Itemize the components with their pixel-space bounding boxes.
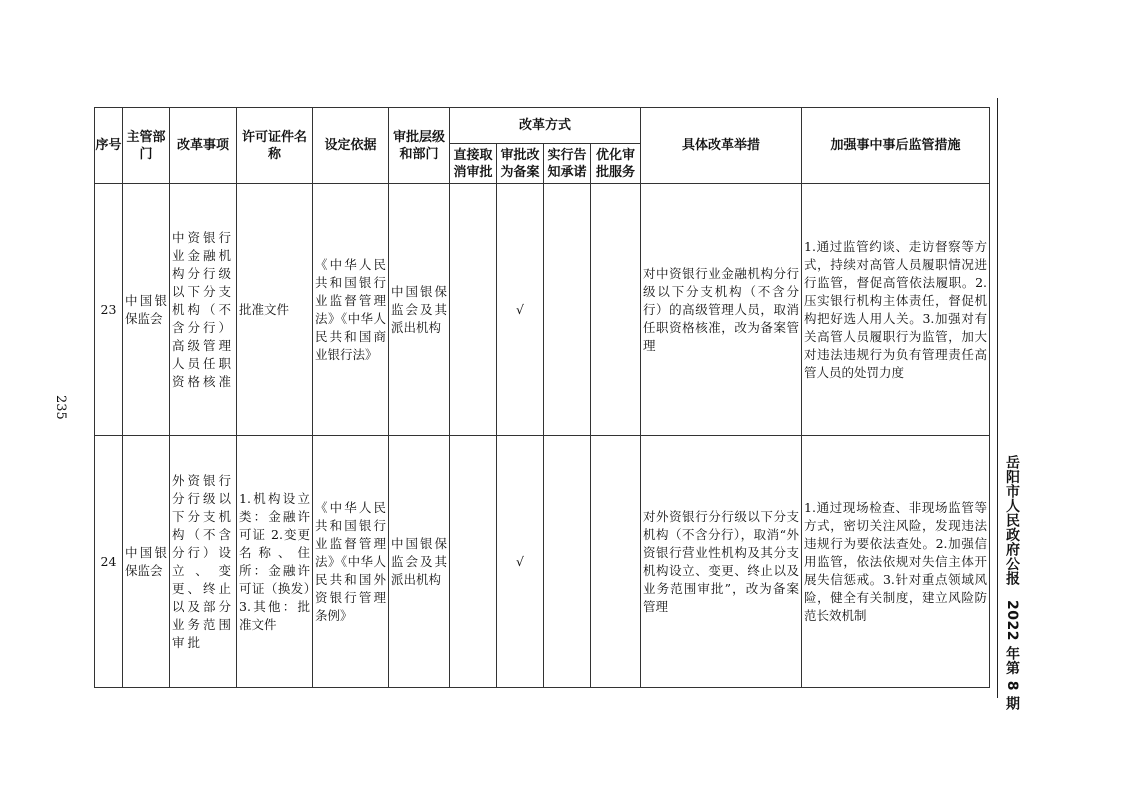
cell-mode-notice (544, 436, 591, 688)
cell-dept: 中国银保监会 (123, 436, 170, 688)
cell-measures: 对外资银行分行级以下分支机构（不含分行），取消“外资银行营业性机构及其分支机构设立、变更、终止以及业务范围审批”，改为备案管理 (641, 436, 802, 688)
header-measures: 具体改革举措 (641, 108, 802, 184)
cell-supervision: 1.通过现场检查、非现场监管等方式，密切关注风险，发现违法违规行为要依法查处。2.加强信用监管，依法依规对失信主体开展失信惩戒。3.针对重点领域风险，健全有关制度，建立风险防范长效机制 (802, 436, 990, 688)
cell-mode-notice (544, 184, 591, 436)
cell-mode-cancel (450, 184, 497, 436)
header-mode-notice: 实行告知承诺 (544, 144, 591, 184)
header-seq: 序号 (95, 108, 123, 184)
header-license: 许可证件名称 (237, 108, 313, 184)
cell-item: 中资银行业金融机构分行级以下分支机构（不含分行）高级管理人员任职资格核准 (170, 184, 237, 436)
side-divider (997, 98, 998, 698)
page-number: 235 (53, 395, 68, 420)
cell-basis: 《中华人民共和国银行业监督管理法》《中华人民共和国外资银行管理条例》 (313, 436, 389, 688)
cell-dept: 中国银保监会 (123, 184, 170, 436)
side-header (1000, 455, 1022, 710)
cell-license: 1.机构设立类：金融许可证 2.变更名称、住所：金融许可证（换发）3.其他：批准文件 (237, 436, 313, 688)
cell-level: 中国银保监会及其派出机构 (389, 184, 450, 436)
reform-table (94, 107, 990, 688)
cell-supervision: 1.通过监管约谈、走访督察等方式，持续对高管人员履职情况进行监管，督促高管依法履职。2.压实银行机构主体责任，督促机构把好选人用人关。3.加强对有关高管人员履职行为监管，加大对违法违规行为负有管理责任高管人员的处罚力度 (802, 184, 990, 436)
cell-mode-filing: √ (497, 184, 544, 436)
cell-item: 外资银行分行级以下分支机构（不含分行）设立、变更、终止以及部分业务范围审批 (170, 436, 237, 688)
cell-basis: 《中华人民共和国银行业监督管理法》《中华人民共和国商业银行法》 (313, 184, 389, 436)
issue-label: 2022 年第 8 期 (1004, 599, 1020, 711)
cell-mode-optimize (591, 436, 641, 688)
cell-seq: 23 (95, 184, 123, 436)
header-level: 审批层级和部门 (389, 108, 450, 184)
cell-mode-optimize (591, 184, 641, 436)
cell-level: 中国银保监会及其派出机构 (389, 436, 450, 688)
cell-measures: 对中资银行业金融机构分行级以下分支机构（不含分行）的高级管理人员，取消任职资格核准，改为备案管理 (641, 184, 802, 436)
header-reform-mode: 改革方式 (450, 108, 641, 144)
header-mode-filing: 审批改为备案 (497, 144, 544, 184)
header-mode-optimize: 优化审批服务 (591, 144, 641, 184)
cell-seq: 24 (95, 436, 123, 688)
header-supervision: 加强事中事后监管措施 (802, 108, 990, 184)
header-dept: 主管部门 (123, 108, 170, 184)
header-item: 改革事项 (170, 108, 237, 184)
header-basis: 设定依据 (313, 108, 389, 184)
table-row (95, 436, 990, 688)
cell-license: 批准文件 (237, 184, 313, 436)
cell-mode-filing: √ (497, 436, 544, 688)
header-mode-cancel: 直接取消审批 (450, 144, 497, 184)
cell-mode-cancel (450, 436, 497, 688)
publication-title: 岳阳市人民政府公报 (1004, 455, 1020, 586)
table-row (95, 184, 990, 436)
